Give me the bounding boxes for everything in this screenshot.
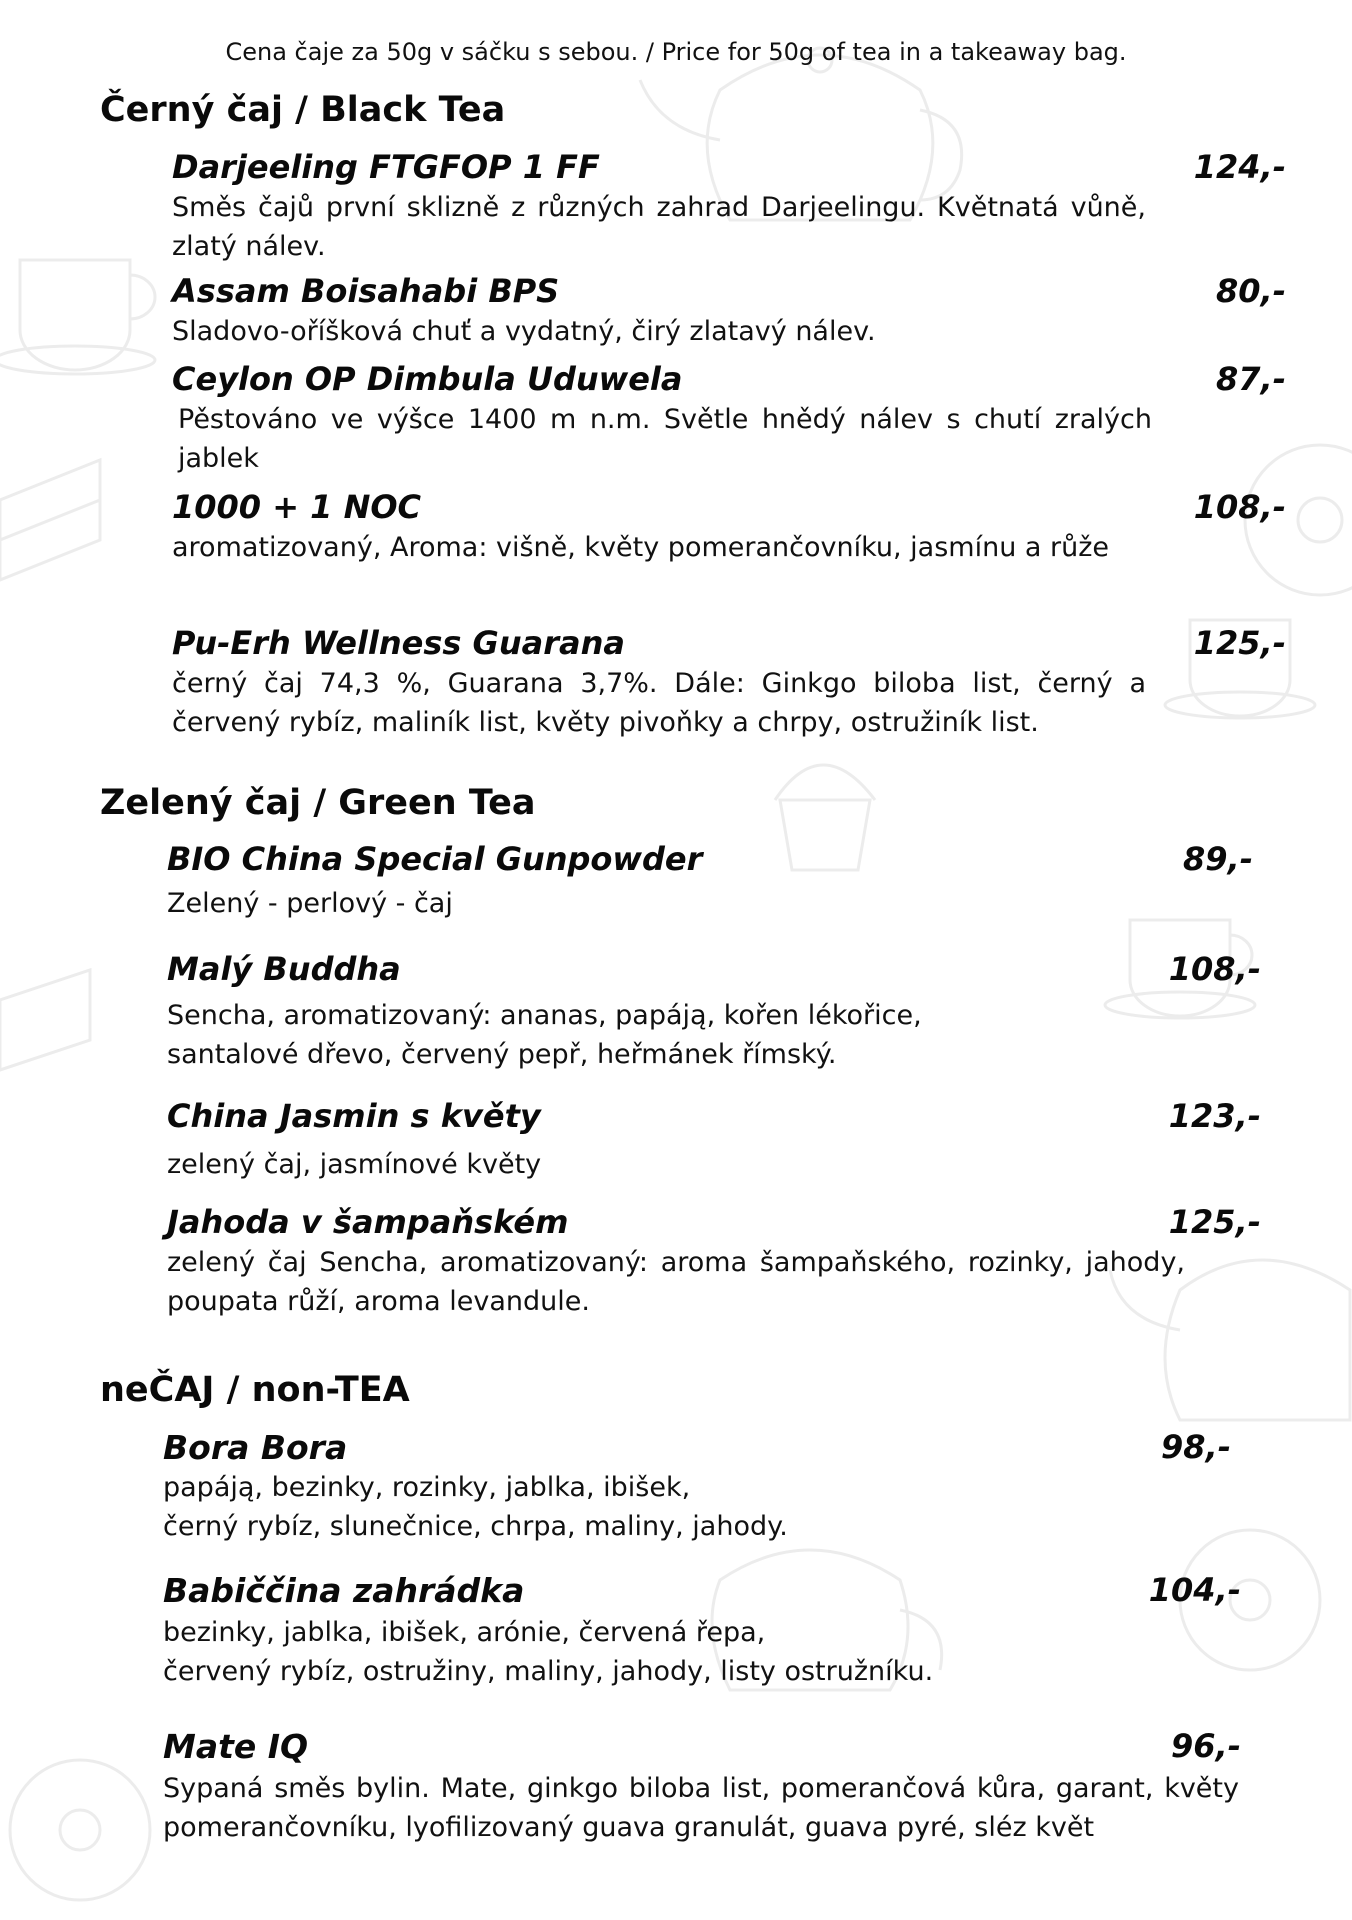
item-description <box>167 996 1201 1074</box>
item-name: China Jasmin s květy <box>167 1097 541 1135</box>
description-line: papáją, bezinky, rozinky, jablka, ibišek, <box>163 1472 691 1503</box>
item-description: černý čaj 74,3 %, Guarana 3,7%. Dále: Ginkgo biloba list, černý a červený rybíz, maliník list, květy pivoňky a chrpy, ostružiník list. <box>172 668 1146 738</box>
item-name: Pu-Erh Wellness Guarana <box>172 624 625 662</box>
description-line: Sencha, aromatizovaný: ananas, papáją, kořen lékořice, <box>167 1000 922 1031</box>
menu-item <box>172 624 1286 742</box>
item-price: 124,- <box>1193 148 1286 186</box>
description-line: černý rybíz, slunečnice, chrpa, maliny, jahody. <box>163 1511 788 1542</box>
item-name: Jahoda v šampaňském <box>167 1203 569 1241</box>
menu-item <box>172 360 1286 478</box>
item-price: 89,- <box>1183 840 1253 878</box>
item-price: 87,- <box>1216 360 1286 398</box>
description-line: bezinky, jablka, ibišek, arónie, červená řepa, <box>163 1617 766 1648</box>
item-name: Bora Bora <box>163 1428 348 1467</box>
item-description: Sypaná směs bylin. Mate, ginkgo biloba list, pomerančová kůra, garant, květy pomerančovníku, lyofilizovaný guava granulát, guava pyré, sléz květ <box>163 1773 1239 1843</box>
item-description <box>163 1468 1197 1546</box>
item-description: aromatizovaný, Aroma: višně, květy pomerančovníku, jasmínu a růže <box>172 532 1110 563</box>
item-price: 108,- <box>1193 488 1286 526</box>
description-line: santalové dřevo, červený pepř, heřmánek římský. <box>167 1039 837 1070</box>
item-price: 96,- <box>1171 1727 1241 1765</box>
menu-item <box>167 840 1253 923</box>
item-price: 123,- <box>1168 1097 1261 1135</box>
item-price: 104,- <box>1148 1571 1241 1609</box>
item-description <box>163 1613 1197 1691</box>
item-price: 80,- <box>1216 272 1286 310</box>
item-description: Sladovo-oříšková chuť a vydatný, čirý zlatavý nálev. <box>172 316 876 347</box>
item-price: 125,- <box>1168 1203 1261 1241</box>
description-line: červený rybíz, ostružiny, maliny, jahody, listy ostružníku. <box>163 1656 934 1687</box>
menu-item <box>167 1097 1261 1184</box>
item-description: Zelený - perlový - čaj <box>167 888 453 919</box>
menu-item <box>163 1428 1231 1546</box>
menu-item <box>172 148 1286 266</box>
item-name: 1000 + 1 NOC <box>172 488 422 526</box>
item-name: Malý Buddha <box>167 950 401 988</box>
menu-item <box>172 488 1286 567</box>
menu-item <box>172 272 1286 351</box>
item-description: zelený čaj Sencha, aromatizovaný: aroma šampaňského, rozinky, jahody, poupata růží, aroma levandule. <box>167 1247 1185 1317</box>
item-name: Babiččina zahrádka <box>163 1571 525 1610</box>
item-price: 108,- <box>1168 950 1261 988</box>
item-name: Ceylon OP Dimbula Uduwela <box>172 360 683 398</box>
item-name: BIO China Special Gunpowder <box>167 840 703 878</box>
item-description: Pěstováno ve výšce 1400 m n.m. Světle hnědý nálev s chutí zralých jablek <box>178 404 1152 474</box>
item-price: 125,- <box>1193 624 1286 662</box>
menu-item <box>167 950 1261 1074</box>
menu-item <box>163 1571 1241 1691</box>
price-notice: Cena čaje za 50g v sáčku s sebou. / Price for 50g of tea in a takeaway bag. <box>225 38 1127 66</box>
item-description: zelený čaj, jasmínové květy <box>167 1149 542 1180</box>
item-description: Směs čajů první sklizně z různých zahrad Darjeelingu. Květnatá vůně, zlatý nálev. <box>172 192 1146 262</box>
item-name: Darjeeling FTGFOP 1 FF <box>172 148 600 186</box>
section-title-black-tea: Černý čaj / Black Tea <box>100 90 506 130</box>
menu-item <box>163 1727 1241 1847</box>
item-name: Assam Boisahabi BPS <box>172 272 560 310</box>
item-name: Mate IQ <box>163 1727 309 1766</box>
item-price: 98,- <box>1161 1428 1231 1466</box>
menu-item <box>167 1203 1261 1321</box>
section-title-non-tea: neČAJ / non-TEA <box>100 1370 410 1410</box>
section-title-green-tea: Zelený čaj / Green Tea <box>100 783 536 823</box>
